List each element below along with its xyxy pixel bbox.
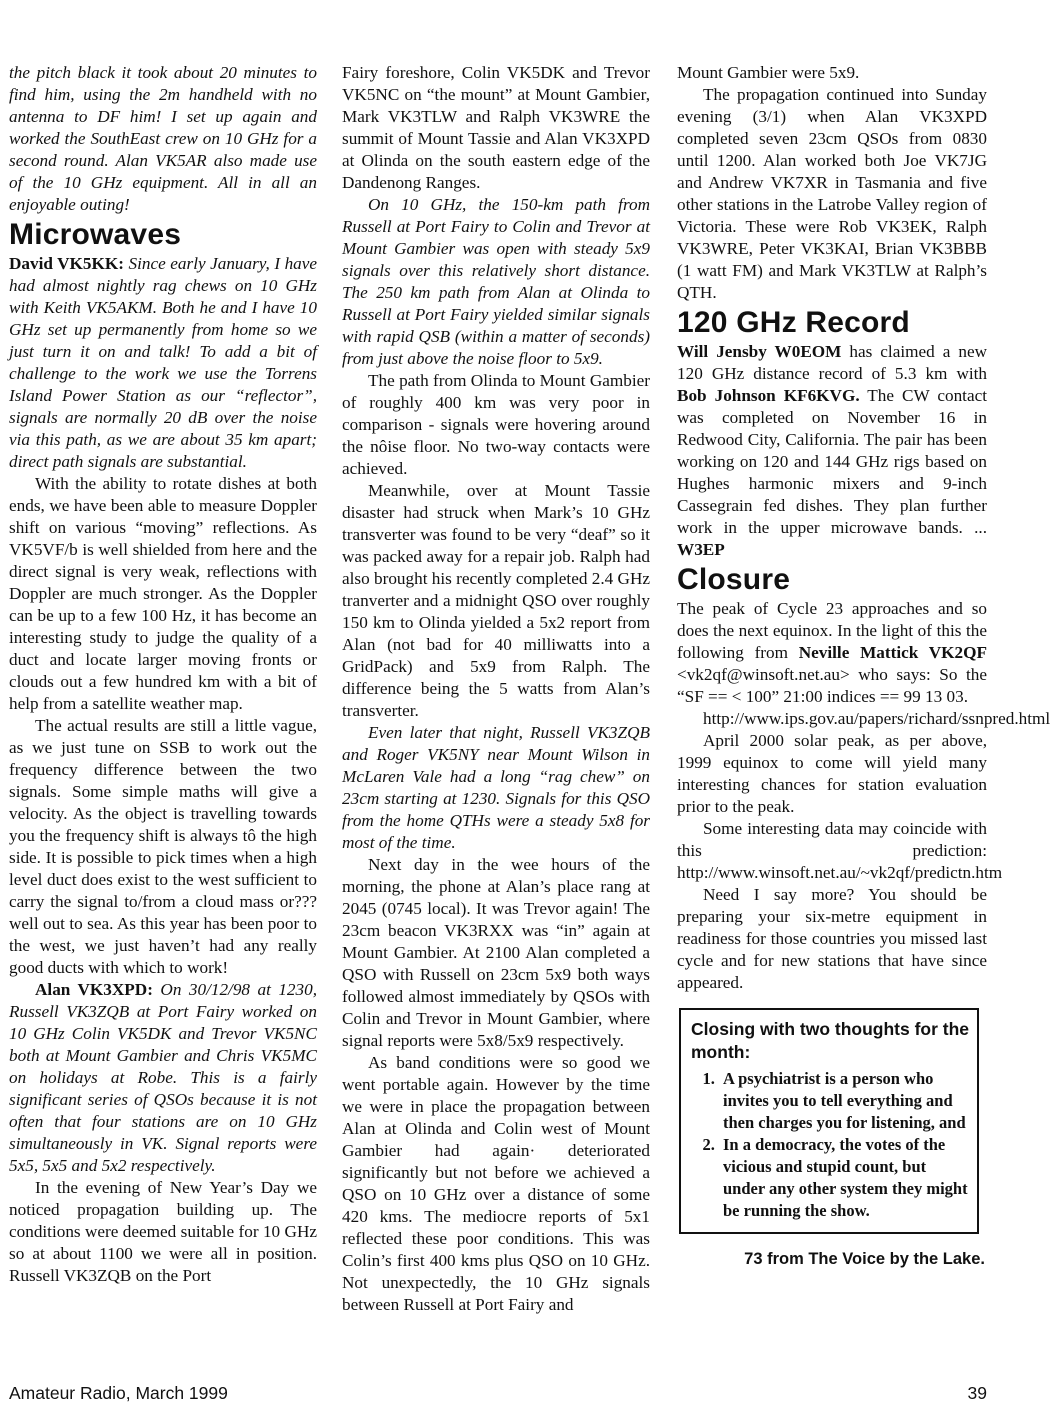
column-left (9, 62, 317, 1287)
name-will: Will Jensby W0EOM (677, 342, 842, 361)
alan-text: On 30/12/98 at 1230, Russell VK3ZQB at Port Fairy worked on 10 GHz Colin VK5DK and Trevor VK5NC both at Mount Gambier and Chris VK5MC on holidays at Robe. This is a fairly significant series of QSOs because it is not often that four stations are on 10 GHz simultaneously in VK. Signal reports were 5x5, 5x5 and 5x2 respectively. (9, 980, 318, 1175)
path-paragraph: The path from Olinda to Mount Gambier of roughly 400 km was very poor in comparison - signals were hovering around the nôise floor. No two-way contacts were achieved. (342, 371, 650, 478)
record-text-2: The CW contact was completed on November 16 in Redwood City, California. The pair has been working on 120 and 144 GHz rigs based on Hughes harmonic mixers and 9-inch Cassegrain fed dishes. They plan further work in the upper microwave bands. ... (677, 386, 987, 537)
david-text: Since early January, I have had almost nightly rag chews on 10 GHz with Keith VK5AKM. Both he and I have 10 GHz set up permanently from home so we just turn it on and talk! To add a bit of challenge to the work we use the Torrens Island Power Station as our “reflector”, signals are normally 20 dB over the noise via this path, as we are about 35 km apart; direct path signals are substantial. (9, 254, 318, 471)
propagation-paragraph: The propagation continued into Sunday evening (3/1) when Alan VK3XPD completed seven 23cm QSOs from 0830 until 1200. Alan worked both Joe VK7JG and Andrew VK7XR in Tasmania and five other stations in the Latrobe Valley region of Victoria. These were Rob VK3EK, Ralph VK3WRE, Peter VK3KAI, Brian VK3BBB (1 watt FM) and Mark VK3TLW at Ralph’s QTH. (677, 85, 987, 302)
name-bob: Bob Johnson KF6KVG. (677, 386, 860, 405)
record-text-1: has claimed a new 120 GHz distance record of 5.3 km with (677, 342, 987, 383)
url-paragraph: http://www.ips.gov.au/papers/richard/ssnpred.html (703, 709, 1050, 728)
meanwhile-paragraph: Meanwhile, over at Mount Tassie disaster had struck when Mark’s 10 GHz transverter was found to be very “deaf” so it was packed away for a repair job. Ralph had also brought his recently completed 2.4 GHz tranverter and a midnight QSO over roughly 150 km to Olinda yielded a 5x2 report from Alan (not bad for 40 milliwatts into a GridPack) and 5x9 from Ralph. The difference being the 5 watts from Alan’s transverter. (342, 481, 650, 720)
column-right (677, 62, 1050, 1270)
column-middle (342, 62, 650, 1316)
name-neville: Neville Mattick VK2QF (798, 643, 987, 662)
thought-item-2: 2. In a democracy, the votes of the vicious and stupid count, but under any other system they might be running the show. (719, 1134, 969, 1222)
thought-item-1: 1. A psychiatrist is a person who invites you to tell everything and then charges you for listening, and (719, 1068, 969, 1134)
needisay-paragraph: Need I say more? You should be preparing your six-metre equipment in readiness for those countries you missed last cycle and for new stations that have since appeared. (677, 885, 987, 992)
heading-closure: Closure (677, 563, 791, 596)
signoff: 73 from The Voice by the Lake. (744, 1250, 985, 1268)
footer-publication: Amateur Radio, March 1999 (9, 1383, 228, 1403)
author-alan: Alan VK3XPD: (35, 980, 153, 999)
heading-120ghz-record: 120 GHz Record (677, 306, 910, 339)
author-david: David VK5KK: (9, 254, 124, 273)
heading-microwaves: Microwaves (9, 218, 182, 251)
alan-paragraph (9, 979, 317, 1177)
signature-w3ep: W3EP (677, 540, 725, 559)
record-paragraph (677, 341, 987, 561)
newyear-paragraph: In the evening of New Year’s Day we noticed propagation building up. The conditions were deemed suitable for 10 GHz so at about 1100 we were all in position. Russell VK3ZQB on the Port (9, 1178, 317, 1285)
evenlater-paragraph: Even later that night, Russell VK3ZQB and Roger VK5NY near Mount Wilson in McLaren Vale had a long “rag chew” on 23cm starting at 1230. Signals for this QSO from the home QTHs were a steady 5x8 for most of the time. (342, 723, 650, 852)
closure-text-1: The peak of Cycle 23 approaches and so does the next equinox. In the light of this the following from (677, 599, 987, 662)
april-paragraph: April 2000 solar peak, as per above, 1999 equinox to come will yield many interesting chances for station evaluation prior to the peak. (677, 731, 987, 816)
results-paragraph: The actual results are still a little vague, as we just tune on SSB to work out the frequency difference between the two signals. Some simple maths will give a velocity. As the object is travelling towards you the frequency shift is always tô the high side. It is possible to pick times when a high level duct does exist to the west sufficient to carry the signal to/from a cloud mass or??? well out to sea. As this year has been poor to the west, we just haven’t had any really good ducts with which to work! (9, 716, 317, 977)
interesting-paragraph: Some interesting data may coincide with this prediction: http://www.winsoft.net.au/~vk2qf/predictn.htm (677, 819, 1003, 882)
closure-paragraph (677, 598, 987, 708)
fairy-paragraph: Fairy foreshore, Colin VK5DK and Trevor VK5NC on “the mount” at Mount Gambier, Mark VK3TLW and Ralph VK3WRE the summit of Mount Tassie and Alan VK3XPD at Olinda on the south eastern edge of the Dandenong Ranges. (342, 63, 650, 192)
david-paragraph (9, 253, 317, 473)
asband-paragraph: As band conditions were so good we went portable again. However by the time we were in place the propagation between Alan at Olinda and Colin west of Mount Gambier had again· deteriorated significantly but not before we achieved a QSO on 10 GHz over a distance of some 420 kms. The mediocre reports of 5x1 reflected these poor conditions. This was Colin’s first 400 kms plus QSO on 10 GHz. Not unexpectedly, the 10 GHz signals between Russell at Port Fairy and (342, 1053, 650, 1314)
closing-thoughts-title: Closing with two thoughts for the month: (691, 1019, 970, 1062)
closing-thoughts-box (679, 1008, 979, 1234)
intro-paragraph: the pitch black it took about 20 minutes to find him, using the 2m handheld with no antenna to DF him! I set up again and worked the SouthEast crew on 10 GHz for a second round. Alan VK5AR also made use of the 10 GHz equipment. All in all an enjoyable outing! (9, 63, 317, 214)
nextday-paragraph: Next day in the wee hours of the morning, the phone at Alan’s place rang at 2045 (0745 local). It was Trevor again! The 23cm beacon VK3RXX was “in” again at Mount Gambier. At 2100 Alan completed a QSO with Russell on 23cm 5x9 both ways followed almost immediately by QSOs with Colin and Trevor in Mount Gambier, where signal reports were 5x8/5x9 respectively. (342, 855, 650, 1050)
path150-paragraph: On 10 GHz, the 150-km path from Russell at Port Fairy to Colin and Trevor at Mount Gambier was open with steady 5x9 signals over this relatively short distance. The 250 km path from Alan at Olinda to Russell at Port Fairy yielded similar signals with rapid QSB (within a matter of seconds) from just above the noise floor to 5x9. (342, 195, 650, 368)
closing-thoughts-list (691, 1068, 969, 1222)
closure-text-2: <vk2qf@winsoft.net.au> who says: So the “SF == < 100” 21:00 indices == 99 13 03. (677, 665, 987, 706)
mount-paragraph: Mount Gambier were 5x9. (677, 63, 860, 82)
doppler-paragraph: With the ability to rotate dishes at both ends, we have been able to measure Doppler shift on various “moving” reflections. As VK5VF/b is well shielded from here and the direct signal is very weak, reflections with Doppler are much stronger. As the Doppler can be up to a few 100 Hz, it has become an interesting study to judge the quality of a duct and locate larger moving fronts or clouds out a few hundred km with a bit of help from a satellite weather map. (9, 474, 317, 713)
footer-page-number: 39 (967, 1383, 987, 1403)
